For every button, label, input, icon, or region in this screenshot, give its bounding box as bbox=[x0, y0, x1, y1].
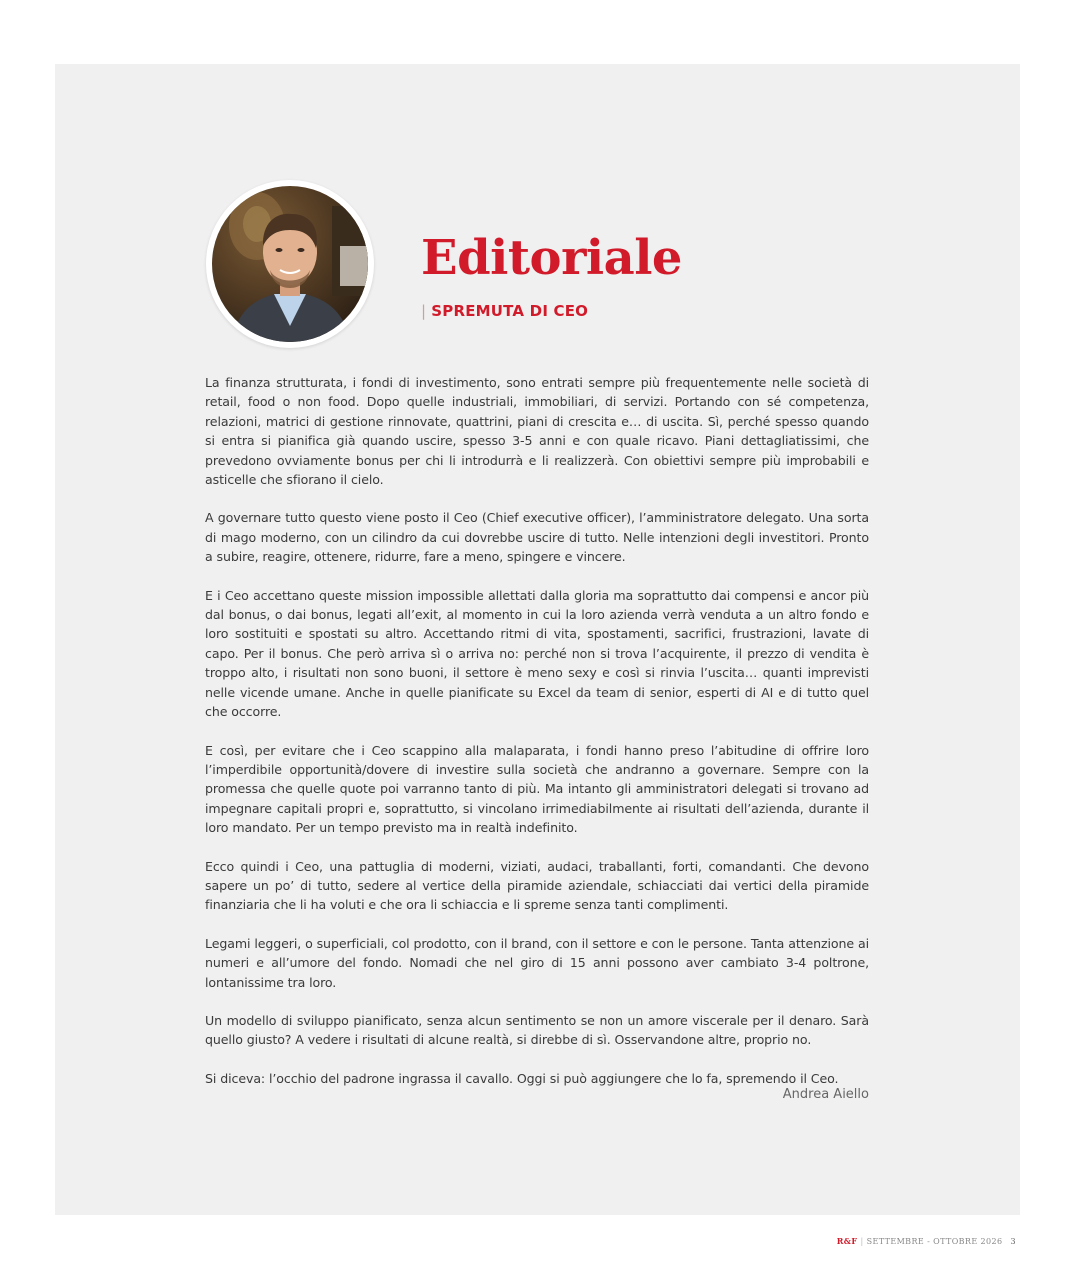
article-body bbox=[205, 373, 869, 1107]
article-paragraph: Ecco quindi i Ceo, una pattuglia di moderni, viziati, audaci, traballanti, forti, comandanti. Che devono sapere un po’ di tutto, sedere al vertice della piramide aziendale, schiacciati dai vertici della piramide finanziaria che li ha voluti e che ora li schiaccia e li spreme senza tanti complimenti. bbox=[205, 858, 869, 913]
author-portrait bbox=[206, 180, 374, 348]
page-title: Editoriale bbox=[421, 230, 682, 286]
article-paragraph: E così, per evitare che i Ceo scappino alla malaparata, i fondi hanno preso l’abitudine di offrire loro l’imperdibile opportunità/dovere di investire sulla società che andranno a governare. Sempre con la promessa che quelle quote poi varranno tanto di più. Ma intanto gli amministratori delegati si trovano ad impegnare capitali propri e, soprattutto, si vincolano irrimediabilmente ai risultati dell’azienda, durante il loro mandato. Per un tempo previsto ma in realtà indefinito. bbox=[205, 742, 869, 836]
footer-brand: R&F bbox=[836, 1236, 858, 1246]
article-paragraph: La finanza strutturata, i fondi di investimento, sono entrati sempre più frequentemente nelle società di retail, food o non food. Dopo quelle industriali, immobiliari, di servizi. Portando con sé competenza, relazioni, matrici di gestione rinnovate, quattrini, piani di crescita e… di uscita. Sì, perché spesso quando si entra si pianifica già quando uscire, spesso 3-5 anni e con quale ricavo. Piani dettagliatissimi, che prevedono ovviamente bonus per chi li introdurrà e li realizzerà. Con obiettivi sempre più improbabili e asticelle che sfiorano il cielo. bbox=[205, 375, 869, 488]
footer-separator: | bbox=[860, 1237, 864, 1246]
page-number: 3 bbox=[1010, 1237, 1016, 1246]
section-subtitle bbox=[421, 302, 588, 320]
page-footer bbox=[837, 1236, 1016, 1246]
article-paragraph: Si diceva: l’occhio del padrone ingrassa il cavallo. Oggi si può aggiungere che lo fa, spremendo il Ceo. bbox=[205, 1070, 839, 1086]
subtitle-separator: | bbox=[421, 302, 427, 320]
author-photo-image bbox=[212, 186, 368, 342]
article-paragraph: E i Ceo accettano queste mission impossible allettati dalla gloria ma soprattutto dai compensi e ancor più dal bonus, o dai bonus, legati all’exit, al momento in cui la loro azienda verrà venduta a un altro fondo e loro sostituiti e spostati su altro. Accettando ritmi di vita, spostamenti, sacrifici, frustrazioni, lavate di capo. Per il bonus. Che però arriva sì o arriva no: perché non si trova l’acquirente, il prezzo di vendita è troppo alto, i risultati non sono buoni, il settore è meno sexy e così si rinvia l’uscita… quanti imprevisti nelle vicende umane. Anche in quelle pianificate su Excel da team di senior, esperti di AI e di tutto quel che occorre. bbox=[205, 587, 869, 720]
footer-issue: SETTEMBRE - OTTOBRE 2026 bbox=[866, 1237, 1003, 1246]
author-signature: Andrea Aiello bbox=[782, 1087, 869, 1102]
subtitle-text: SPREMUTA DI CEO bbox=[431, 302, 589, 320]
article-paragraph: A governare tutto questo viene posto il Ceo (Chief executive officer), l’amministratore delegato. Una sorta di mago moderno, con un cilindro da cui dovrebbe uscire di tutto. Nelle intenzioni degli investitori. Pronto a subire, reagire, ottenere, ridurre, fare a meno, spingere e vincere. bbox=[205, 510, 869, 565]
article-paragraph: Legami leggeri, o superficiali, col prodotto, con il brand, con il settore e con le persone. Tanta attenzione ai numeri e all’umore del fondo. Nomadi che nel giro di 15 anni possono aver cambiato 3-4 poltrone, lontanissime tra loro. bbox=[205, 935, 869, 990]
article-paragraph: Un modello di sviluppo pianificato, senza alcun sentimento se non un amore viscerale per il denaro. Sarà quello giusto? A vedere i risultati di alcune realtà, si direbbe di sì. Osservandone altre, proprio no. bbox=[205, 1012, 869, 1048]
